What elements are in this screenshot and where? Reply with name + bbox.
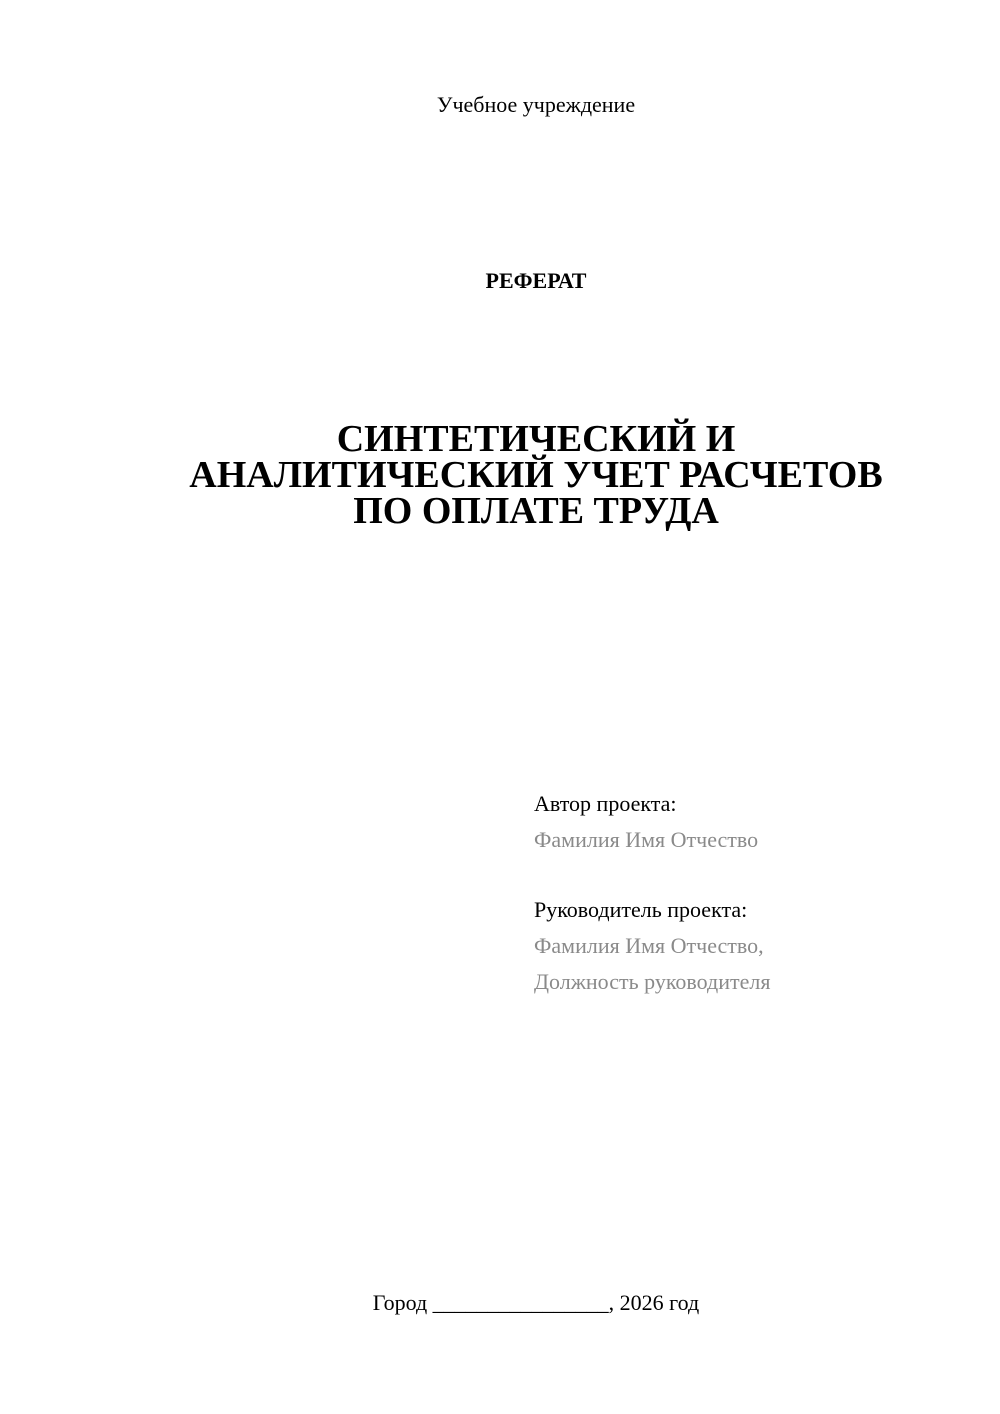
supervisor-position: Должность руководителя xyxy=(534,969,771,994)
title-line: СИНТЕТИЧЕСКИЙ И xyxy=(336,418,736,460)
author-name: Фамилия Имя Отчество xyxy=(534,827,759,852)
supervisor-label: Руководитель проекта: xyxy=(534,897,748,922)
city-year-line: Город ________________, 2026 год xyxy=(372,1290,700,1315)
document-title xyxy=(0,418,1000,532)
supervisor-block xyxy=(534,892,974,1000)
author-label: Автор проекта: xyxy=(534,791,677,816)
institution-name: Учебное учреждение xyxy=(436,92,636,117)
author-block xyxy=(534,786,974,858)
document-type: РЕФЕРАТ xyxy=(485,268,587,293)
title-line: ПО ОПЛАТЕ ТРУДА xyxy=(353,490,719,532)
title-line: АНАЛИТИЧЕСКИЙ УЧЕТ РАСЧЕТОВ xyxy=(189,454,883,496)
supervisor-name: Фамилия Имя Отчество, xyxy=(534,933,764,958)
